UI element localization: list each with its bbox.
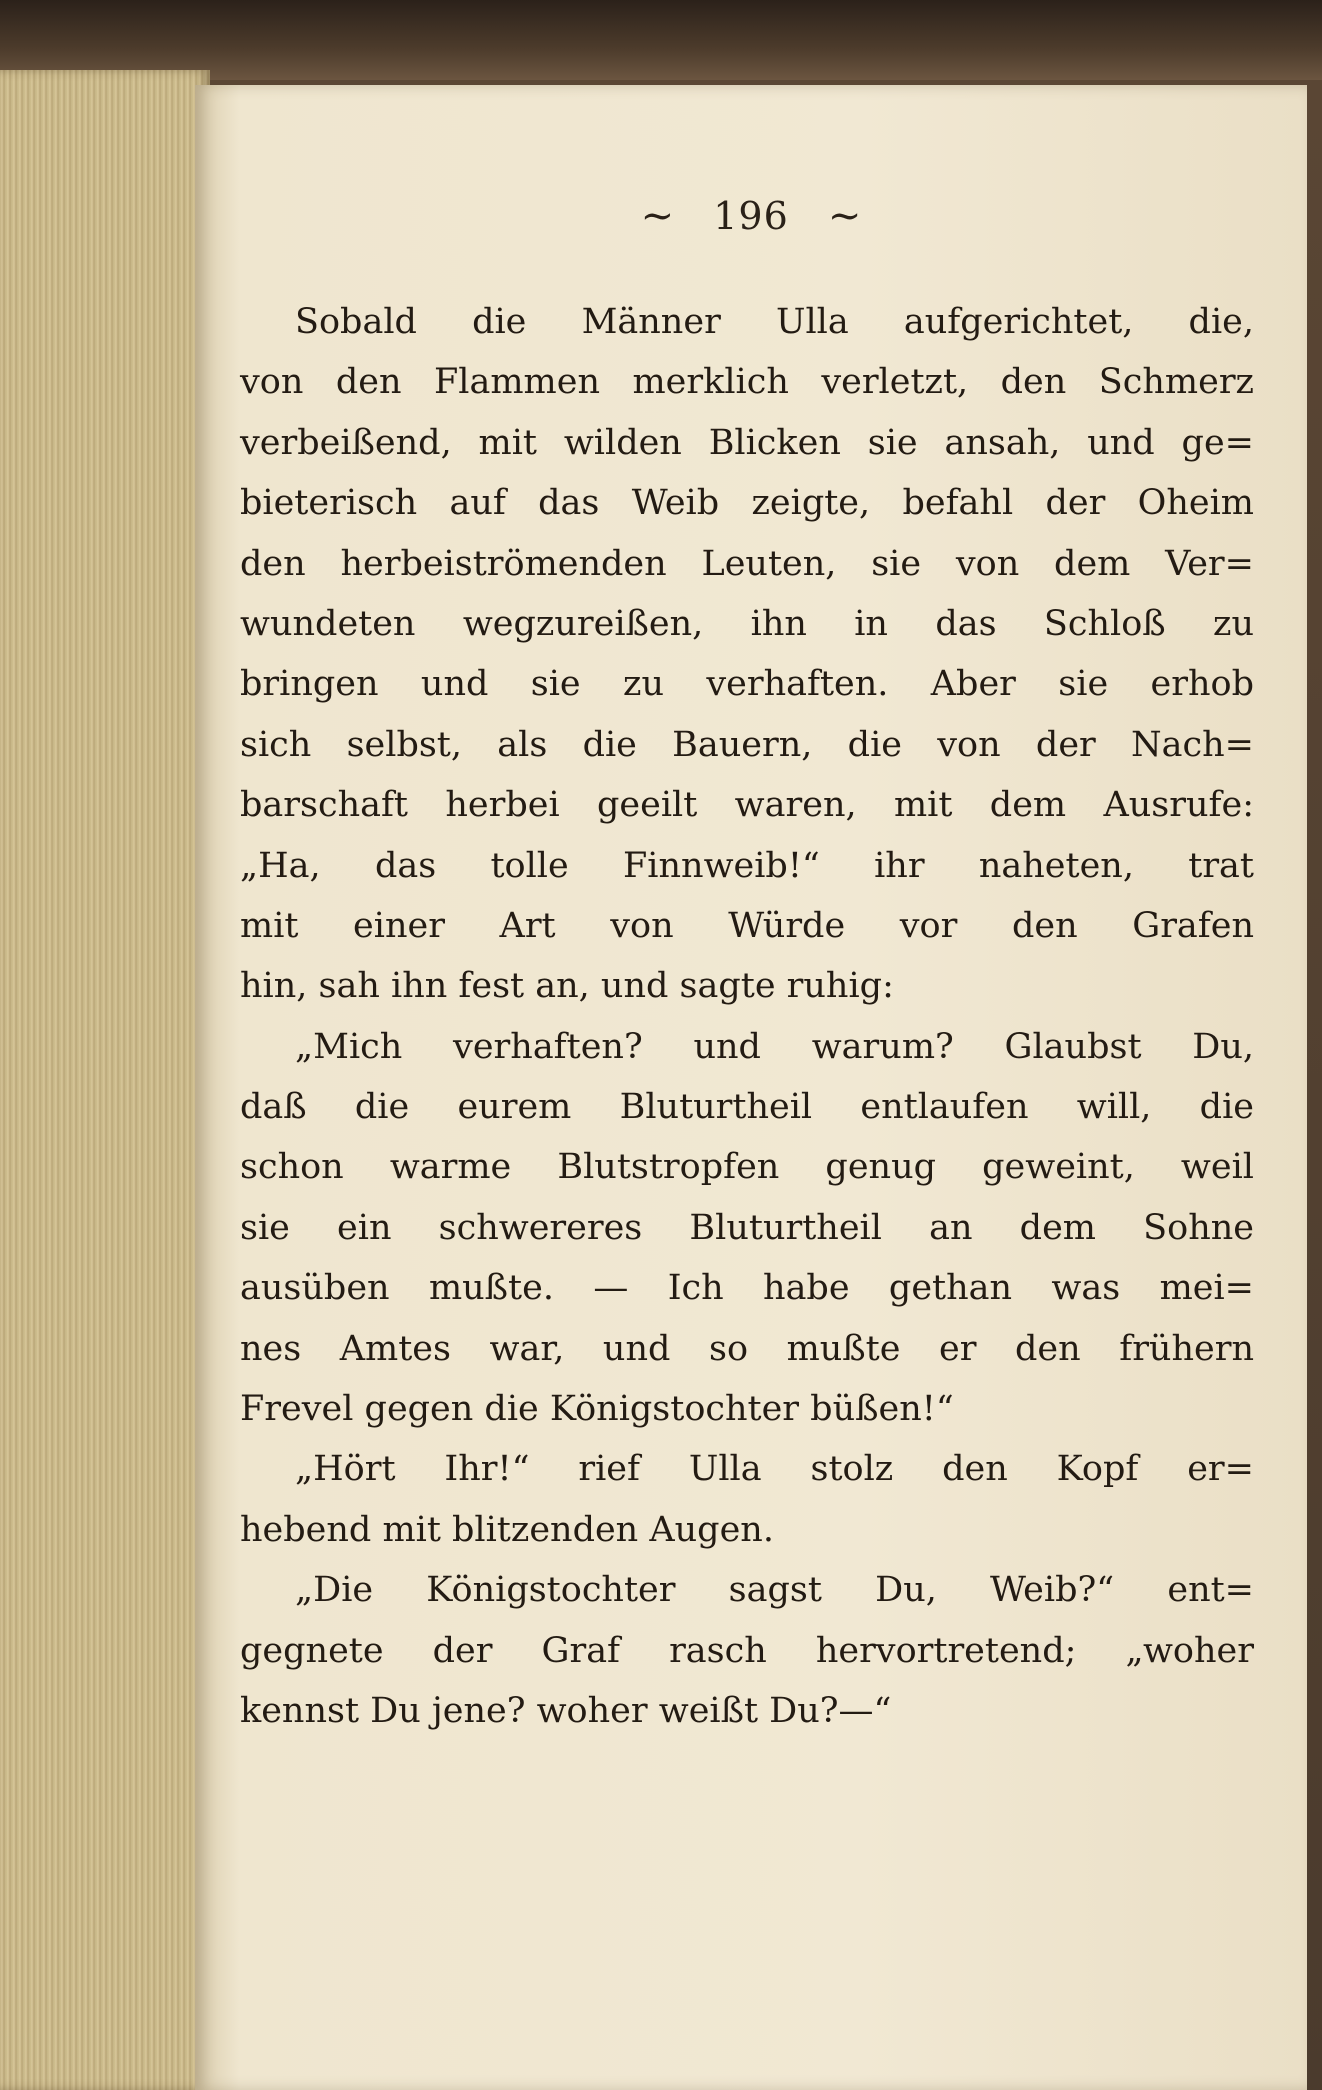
text-line: schon warme Blutstropfen genug geweint, weil [240, 1147, 1254, 1188]
text-line: daß die eurem Bluturtheil entlaufen will, die [240, 1087, 1254, 1128]
text-line: barschaft herbei geeilt waren, mit dem Ausrufe: [240, 785, 1254, 826]
text-line: von den Flammen merklich verletzt, den Schmerz [240, 362, 1254, 403]
text-line: „Ha, das tolle Finnweib!“ ihr naheten, trat [240, 845, 1254, 886]
text-line: sie ein schwereres Bluturtheil an dem Sohne [240, 1207, 1254, 1248]
text-line: bringen und sie zu verhaften. Aber sie erhob [240, 664, 1254, 705]
text-line: hin, sah ihn fest an, und sagte ruhig: [240, 966, 894, 1007]
text-line: verbeißend, mit wilden Blicken sie ansah, und ge= [240, 422, 1254, 463]
text-line: bieterisch auf das Weib zeigte, befahl der Oheim [240, 483, 1254, 524]
text-line: ausüben mußte. — Ich habe gethan was mei= [240, 1268, 1254, 1309]
text-line: nes Amtes war, und so mußte er den frühern [240, 1328, 1254, 1369]
text-line: wundeten wegzureißen, ihn in das Schloß zu [240, 603, 1254, 644]
page-edges [0, 70, 210, 2090]
ornament-right-icon: ~ [827, 193, 862, 239]
page-header [195, 193, 1307, 239]
text-line: „Die Königstochter sagst Du, Weib?“ ent= [295, 1570, 1254, 1611]
text-line: sich selbst, als die Bauern, die von der Nach= [240, 724, 1254, 765]
text-line: Sobald die Männer Ulla aufgerichtet, die, [295, 302, 1254, 342]
text-line: „Mich verhaften? und warum? Glaubst Du, [295, 1026, 1254, 1067]
text-line: den herbeiströmenden Leuten, sie von dem Ver= [240, 543, 1254, 584]
text-line: „Hört Ihr!“ rief Ulla stolz den Kopf er= [295, 1449, 1254, 1490]
text-line: Frevel gegen die Königstochter büßen!“ [240, 1389, 954, 1430]
text-line: hebend mit blitzenden Augen. [240, 1509, 774, 1550]
book-cover-top [0, 0, 1322, 80]
text-line: mit einer Art von Würde vor den Grafen [240, 905, 1254, 946]
text-line: kennst Du jene? woher weißt Du?—“ [240, 1690, 892, 1731]
text-line: gegnete der Graf rasch hervortretend; „woher [240, 1630, 1254, 1671]
page-number: 196 [713, 194, 789, 238]
ornament-left-icon: ~ [640, 193, 675, 239]
body-text [240, 292, 1254, 1741]
